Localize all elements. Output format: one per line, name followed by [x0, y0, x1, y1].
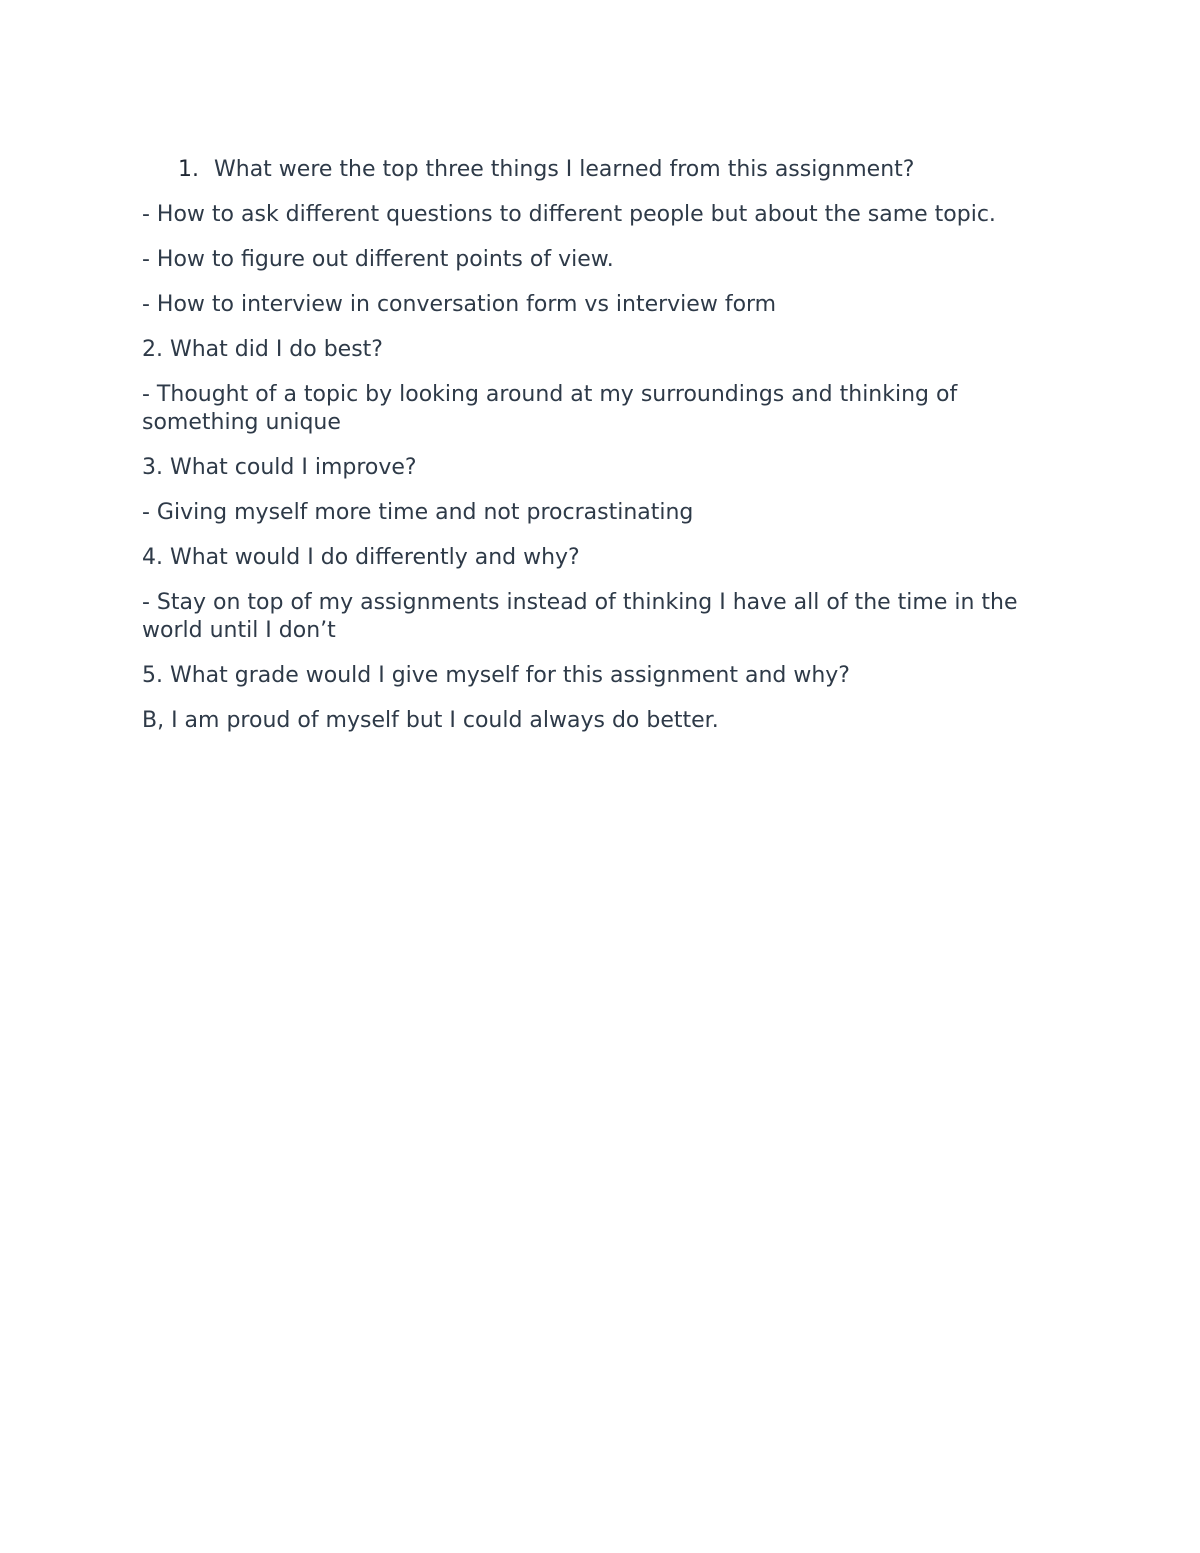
answer-5: B, I am proud of myself but I could always do better. — [142, 708, 719, 733]
question-1-number: 1. — [178, 157, 199, 182]
answer-4: - Stay on top of my assignments instead of thinking I have all of the time in the world until I don’t — [142, 590, 1018, 643]
answer-1-item-2: - How to figure out different points of view. — [142, 247, 614, 272]
answer-3: - Giving myself more time and not procrastinating — [142, 500, 694, 525]
question-1 — [142, 156, 1062, 184]
question-3: 3. What could I improve? — [142, 455, 417, 480]
answer-2: - Thought of a topic by looking around at my surroundings and thinking of something unique — [142, 382, 958, 435]
answer-1-item-3: - How to interview in conversation form vs interview form — [142, 292, 777, 317]
document-body — [142, 156, 1062, 752]
question-2: 2. What did I do best? — [142, 337, 383, 362]
question-1-text: What were the top three things I learned from this assignment? — [214, 157, 915, 182]
question-5: 5. What grade would I give myself for this assignment and why? — [142, 663, 850, 688]
answer-1-item-1: - How to ask different questions to different people but about the same topic. — [142, 202, 996, 227]
question-4: 4. What would I do differently and why? — [142, 545, 580, 570]
